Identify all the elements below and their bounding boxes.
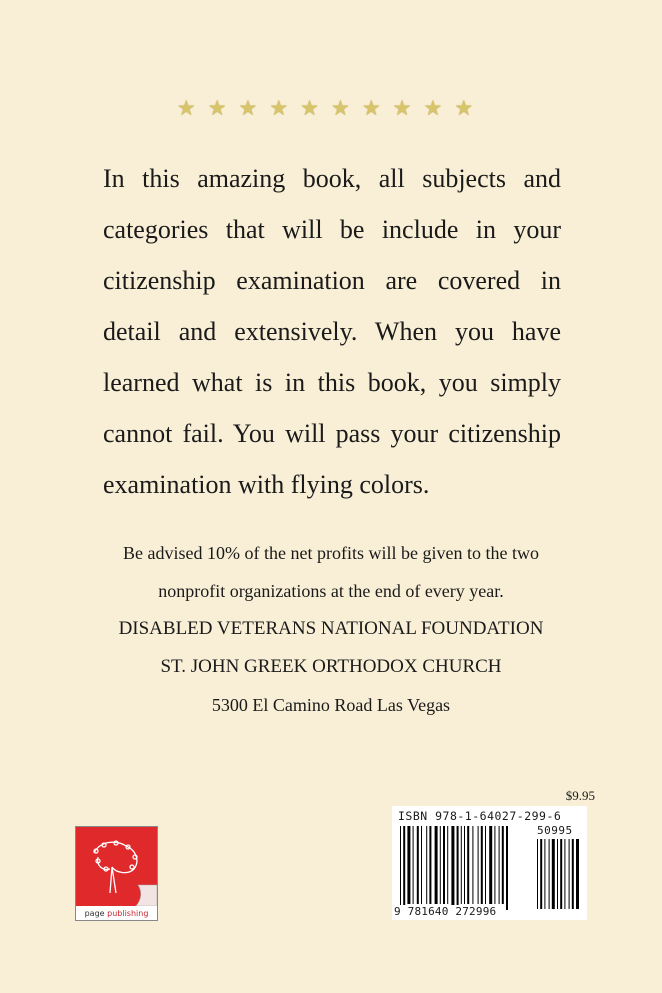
barcode-bar	[576, 839, 579, 909]
barcode-bar	[451, 826, 454, 910]
barcode-bar	[472, 826, 473, 904]
notice-line-1: Be advised 10% of the net profits will be given to the two	[123, 543, 539, 563]
publisher-name: page publishing	[84, 909, 149, 918]
logo-mark	[76, 827, 157, 906]
barcode-bar	[403, 826, 405, 910]
barcode-bar	[481, 826, 483, 904]
barcode-bar	[407, 826, 410, 904]
barcode-bar	[540, 839, 542, 909]
barcode-bar	[569, 839, 570, 909]
star-icon: ★	[454, 96, 486, 120]
barcode-bar	[506, 826, 508, 910]
barcode-bar	[467, 826, 469, 904]
publisher-logo	[75, 826, 158, 921]
notice-line-2: nonprofit organizations at the end of every year.	[158, 581, 504, 601]
barcode-bar	[443, 826, 445, 904]
barcode-bar	[572, 839, 574, 909]
barcode-bar	[552, 839, 555, 909]
star-icon: ★	[238, 96, 270, 120]
barcode-bar	[464, 826, 465, 904]
barcode-bar	[537, 839, 538, 909]
charity-notice	[0, 534, 662, 724]
barcode-bar	[461, 826, 462, 904]
church-address: 5300 El Camino Road Las Vegas	[211, 695, 451, 715]
barcode-bar	[447, 826, 448, 904]
supplement-number: 50995	[537, 824, 573, 837]
star-icon: ★	[423, 96, 455, 120]
barcode-bar	[502, 826, 504, 904]
barcode-bar	[413, 826, 414, 904]
barcode-bar	[426, 826, 427, 904]
barcode-bar	[560, 839, 562, 909]
star-icon: ★	[392, 96, 424, 120]
isbn-label: ISBN 978-1-64027-299-6	[398, 809, 562, 823]
barcode-bar	[400, 826, 401, 910]
barcode-bar	[435, 826, 438, 904]
star-row	[0, 96, 662, 120]
isbn-barcode	[392, 806, 587, 920]
org-disabled-veterans: DISABLED VETERANS NATIONAL FOUNDATION	[118, 618, 544, 639]
barcode-bar	[564, 839, 565, 909]
barcode-bar	[429, 826, 431, 904]
star-icon: ★	[300, 96, 331, 120]
star-icon: ★	[269, 96, 301, 120]
star-icon: ★	[207, 96, 239, 120]
tree-icon	[76, 827, 157, 906]
barcode-bar	[549, 839, 550, 909]
org-st-john-church: ST. JOHN GREEK ORTHODOX CHURCH	[160, 656, 502, 677]
price-label: $9.95	[565, 788, 595, 803]
barcode-bar	[557, 839, 558, 909]
back-cover-blurb: In this amazing book, all subjects and categories that will be include in your citizenship examination are covered in detail and extensively. When you have learned what is in this book, you simply cannot fail. You will pass your citizenship examination with flying colors.	[103, 164, 561, 499]
barcode-bar	[421, 826, 422, 904]
star-icon: ★	[361, 96, 393, 120]
barcode-bar	[457, 826, 459, 910]
barcode-bar	[485, 826, 486, 904]
barcode-bar	[489, 826, 492, 904]
barcode-bar	[417, 826, 419, 904]
barcode-bar	[478, 826, 479, 904]
barcode-bar	[499, 826, 500, 904]
barcode-bar	[440, 826, 441, 904]
star-icon: ★	[331, 96, 362, 120]
ean-number: 9 781640 272996	[394, 905, 497, 918]
star-icon: ★	[176, 96, 208, 120]
barcode-bar	[494, 826, 495, 904]
barcode-bar	[544, 839, 545, 909]
